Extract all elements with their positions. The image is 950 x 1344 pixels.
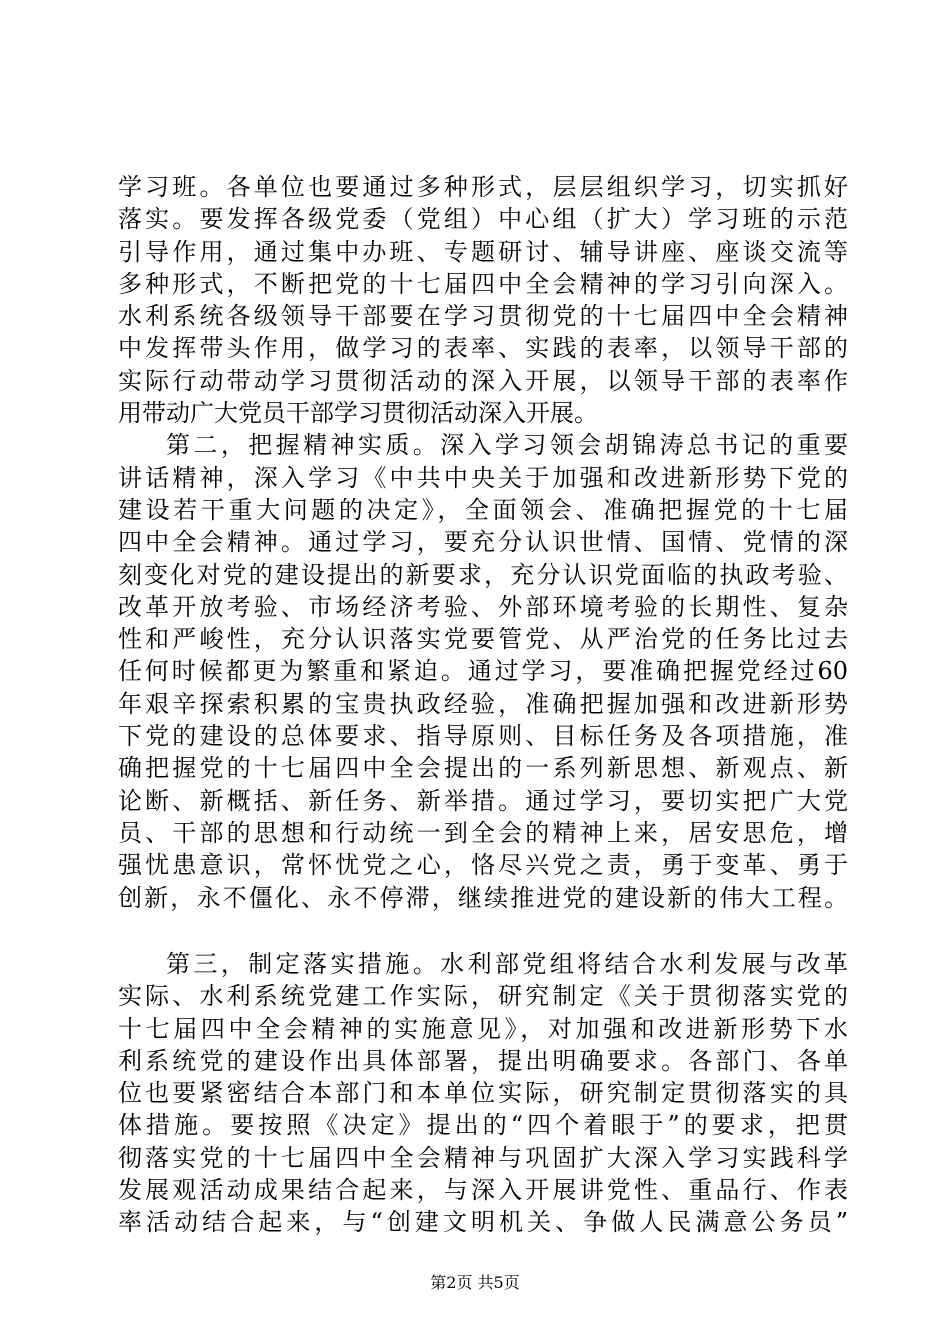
text-line: 水利系统各级领导干部要在学习贯彻党的十七届四中全会精神 — [118, 302, 848, 331]
page-number-footer: 第2页 共5页 — [430, 1273, 520, 1292]
paragraph-start-line: 第二，把握精神实质。深入学习领会胡锦涛总书记的重要 — [166, 431, 848, 460]
text-line: 体措施。要按照《决定》提出的“四个着眼于”的要求，把贯 — [118, 1111, 848, 1140]
text-line: 论断、新概括、新任务、新举措。通过学习，要切实把广大党 — [118, 786, 848, 815]
text-line: 十七届四中全会精神的实施意见》，对加强和改进新形势下水 — [118, 1014, 848, 1043]
text-line: 实际行动带动学习贯彻活动的深入开展，以领导干部的表率作 — [118, 366, 848, 395]
text-line: 确把握党的十七届四中全会提出的一系列新思想、新观点、新 — [118, 754, 848, 783]
text-line: 强忧患意识，常怀忧党之心，恪尽兴党之责，勇于变革、勇于 — [118, 851, 848, 880]
paragraph-start-line: 第三，制定落实措施。水利部党组将结合水利发展与改革 — [166, 950, 848, 978]
text-line: 员、干部的思想和行动统一到全会的精神上来，居安思危，增 — [118, 818, 848, 847]
text-line: 下党的建设的总体要求、指导原则、目标任务及各项措施，准 — [118, 722, 848, 751]
body-text-block-2 — [118, 948, 848, 1239]
text-line: 用带动广大党员干部学习贯彻活动深入开展。 — [118, 399, 598, 428]
text-line: 年艰辛探索积累的宝贵执政经验，准确把握加强和改进新形势 — [118, 689, 848, 718]
text-line: 学习班。各单位也要通过多种形式，层层组织学习，切实抓好 — [118, 173, 848, 201]
text-line: 讲话精神，深入学习《中共中央关于加强和改进新形势下党的 — [118, 463, 848, 492]
text-line: 利系统党的建设作出具体部署，提出明确要求。各部门、各单 — [118, 1046, 848, 1075]
text-line: 落实。要发挥各级党委（党组）中心组（扩大）学习班的示范 — [118, 205, 848, 234]
text-line: 创新，永不僵化、永不停滞，继续推进党的建设新的伟大工程。 — [118, 883, 848, 912]
text-line: 实际、水利系统党建工作实际，研究制定《关于贯彻落实党的 — [118, 982, 848, 1011]
text-line: 刻变化对党的建设提出的新要求，充分认识党面临的执政考验、 — [118, 560, 848, 589]
text-line: 位也要紧密结合本部门和本单位实际，研究制定贯彻落实的具 — [118, 1079, 848, 1108]
text-line: 建设若干重大问题的决定》，全面领会、准确把握党的十七届 — [118, 495, 848, 524]
text-line: 发展观活动成果结合起来，与深入开展讲党性、重品行、作表 — [118, 1176, 848, 1205]
text-line: 引导作用，通过集中办班、专题研讨、辅导讲座、座谈交流等 — [118, 237, 848, 266]
body-text-block-1 — [118, 171, 848, 914]
text-line: 彻落实党的十七届四中全会精神与巩固扩大深入学习实践科学 — [118, 1143, 848, 1172]
text-line: 任何时候都更为繁重和紧迫。通过学习，要准确把握党经过60 — [118, 657, 848, 686]
text-line: 四中全会精神。通过学习，要充分认识世情、国情、党情的深 — [118, 528, 848, 557]
text-line: 率活动结合起来，与“创建文明机关、争做人民满意公务员” — [118, 1208, 848, 1237]
text-line: 中发挥带头作用，做学习的表率、实践的表率，以领导干部的 — [118, 334, 848, 363]
text-line: 性和严峻性，充分认识落实党要管党、从严治党的任务比过去 — [118, 625, 848, 654]
text-line: 改革开放考验、市场经济考验、外部环境考验的长期性、复杂 — [118, 592, 848, 621]
text-line: 多种形式，不断把党的十七届四中全会精神的学习引向深入。 — [118, 269, 848, 298]
